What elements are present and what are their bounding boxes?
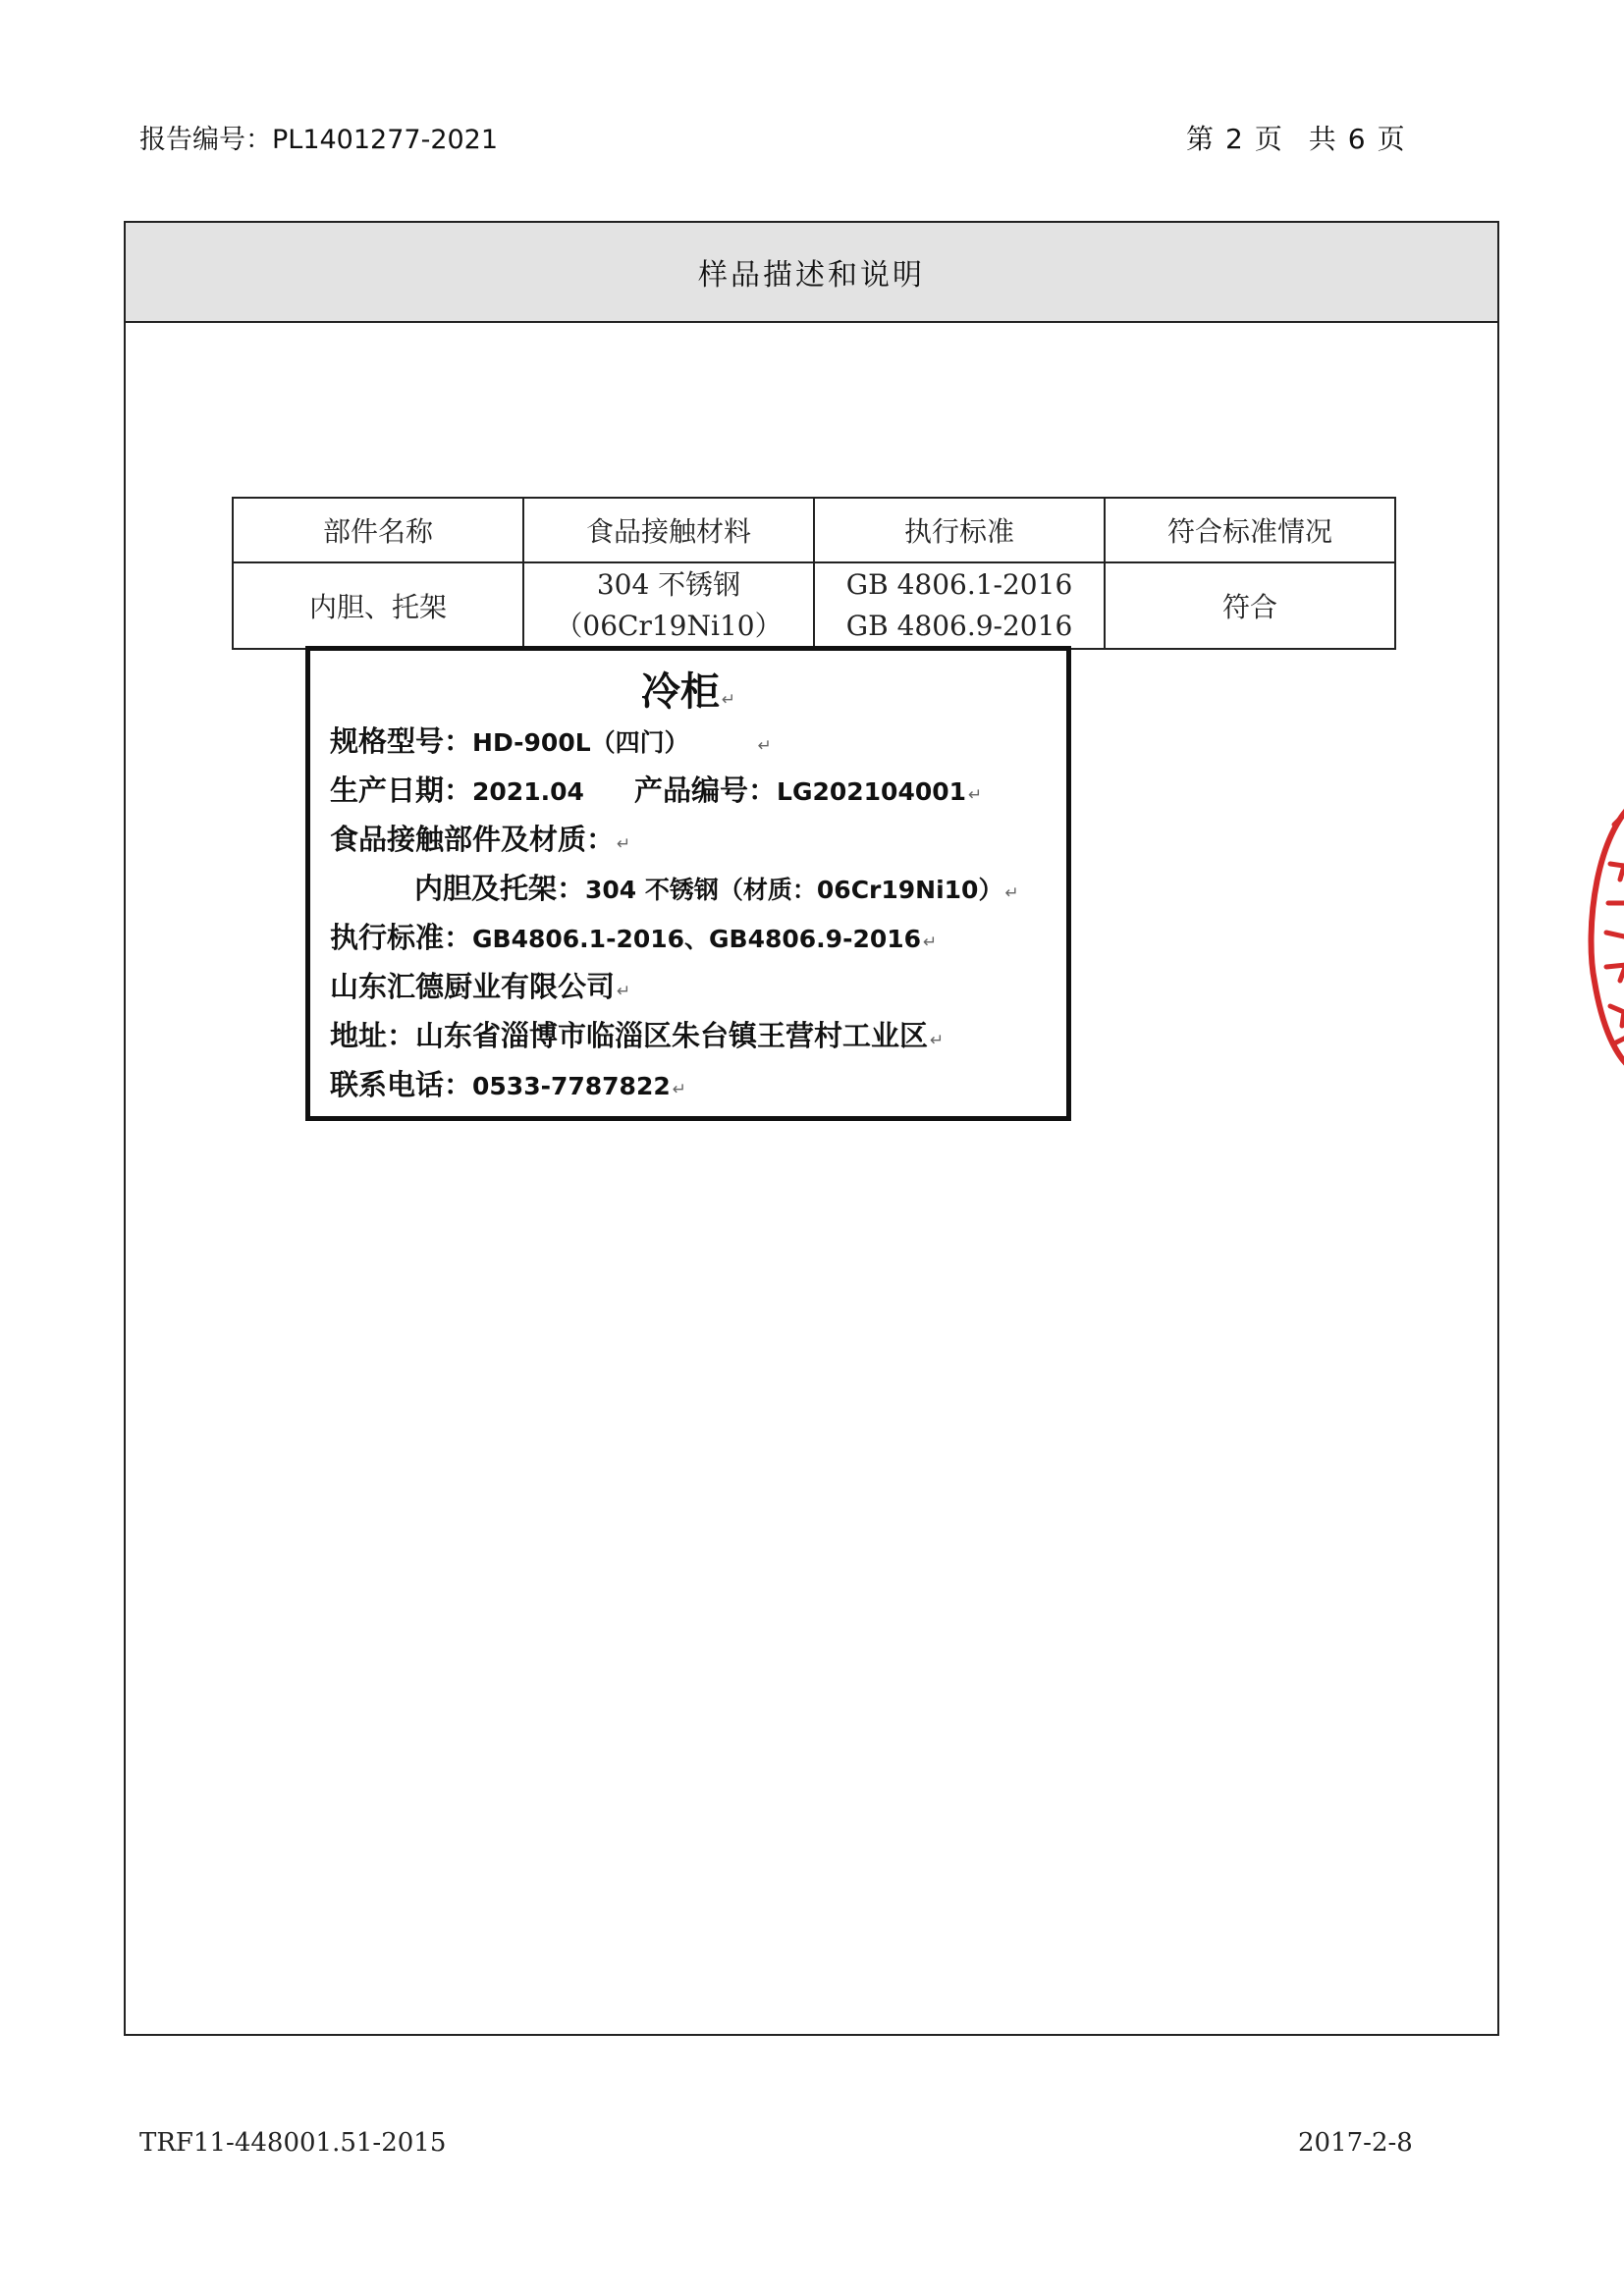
- label-contact-parts-line: 食品接触部件及材质： ↵: [330, 823, 631, 856]
- report-number-value: PL1401277-2021: [272, 125, 499, 155]
- red-seal-stamp: [1585, 785, 1624, 1080]
- label-product-no-label: 产品编号：: [634, 774, 778, 807]
- label-title: 冷柜 ↵: [640, 669, 736, 715]
- product-label: [305, 646, 1071, 1121]
- page-unit: 页: [1254, 123, 1282, 155]
- label-product-no-value: LG202104001: [777, 777, 967, 806]
- label-address-label: 地址：: [330, 1019, 416, 1052]
- cell-compliance: 符合: [1105, 562, 1395, 649]
- total-pages: 6: [1347, 123, 1366, 155]
- label-company-line: 山东汇德厨业有限公司 ↵: [330, 970, 631, 1003]
- standard-line-2: GB 4806.9-2016: [845, 610, 1073, 642]
- label-address-value: 山东省淄博市临淄区朱台镇王营村工业区: [415, 1019, 929, 1052]
- label-standard-line: 执行标准：GB4806.1-2016、GB4806.9-2016 ↵: [330, 921, 938, 954]
- label-model-line: 规格型号：HD-900L（四门） ↵: [330, 724, 772, 758]
- label-phone-label: 联系电话：: [330, 1068, 473, 1101]
- header-contact-material: 食品接触材料: [523, 498, 814, 562]
- label-model-label: 规格型号：: [330, 724, 473, 758]
- total-prefix: 共: [1308, 123, 1336, 155]
- table-header-row: [233, 498, 1395, 562]
- sample-description-frame: [124, 221, 1499, 2036]
- report-number: [139, 118, 498, 156]
- label-standard-label: 执行标准：: [330, 921, 473, 954]
- header-standard: 执行标准: [814, 498, 1105, 562]
- label-date-line: [330, 769, 584, 809]
- total-unit: 页: [1377, 123, 1405, 155]
- label-company: 山东汇德厨业有限公司: [330, 970, 616, 1003]
- page-indicator: [1186, 118, 1417, 157]
- label-parts-label: 内胆及托架：: [414, 872, 586, 905]
- label-phone-line: 联系电话：0533-7787822 ↵: [330, 1068, 686, 1101]
- label-date-label: 生产日期：: [330, 774, 473, 807]
- cell-standard: [814, 562, 1105, 649]
- label-date-value: 2021.04: [472, 777, 584, 806]
- standard-line-1: GB 4806.1-2016: [845, 568, 1073, 601]
- label-address-line: 地址：山东省淄博市临淄区朱台镇王营村工业区 ↵: [330, 1019, 945, 1052]
- label-product-no-line: 产品编号：LG202104001 ↵: [634, 774, 983, 807]
- section-title: 样品描述和说明: [126, 223, 1497, 323]
- table-row: [233, 562, 1395, 649]
- label-standard-value: GB4806.1-2016、GB4806.9-2016: [472, 925, 922, 953]
- label-phone-value: 0533-7787822: [472, 1072, 671, 1100]
- label-parts-line: 内胆及托架：304 不锈钢（材质：06Cr19Ni10） ↵: [414, 872, 1019, 905]
- cell-material: [523, 562, 814, 649]
- form-date: 2017-2-8: [1298, 2128, 1413, 2158]
- label-model-value: HD-900L（四门）: [472, 728, 689, 757]
- cell-part-name: 内胆、托架: [233, 562, 523, 649]
- material-table: [232, 497, 1396, 650]
- material-line-2: （06Cr19Ni10）: [555, 610, 783, 642]
- page-prefix: 第: [1186, 123, 1215, 155]
- label-parts-value: 304 不锈钢（材质：06Cr19Ni10）: [585, 876, 1003, 904]
- material-line-1: 304 不锈钢: [596, 568, 741, 601]
- page-number: 2: [1225, 123, 1243, 155]
- header-part-name: 部件名称: [233, 498, 523, 562]
- label-contact-parts-label: 食品接触部件及材质：: [330, 823, 616, 856]
- form-code: TRF11-448001.51-2015: [139, 2128, 447, 2158]
- header-compliance: 符合标准情况: [1105, 498, 1395, 562]
- report-number-label: 报告编号：: [139, 125, 272, 155]
